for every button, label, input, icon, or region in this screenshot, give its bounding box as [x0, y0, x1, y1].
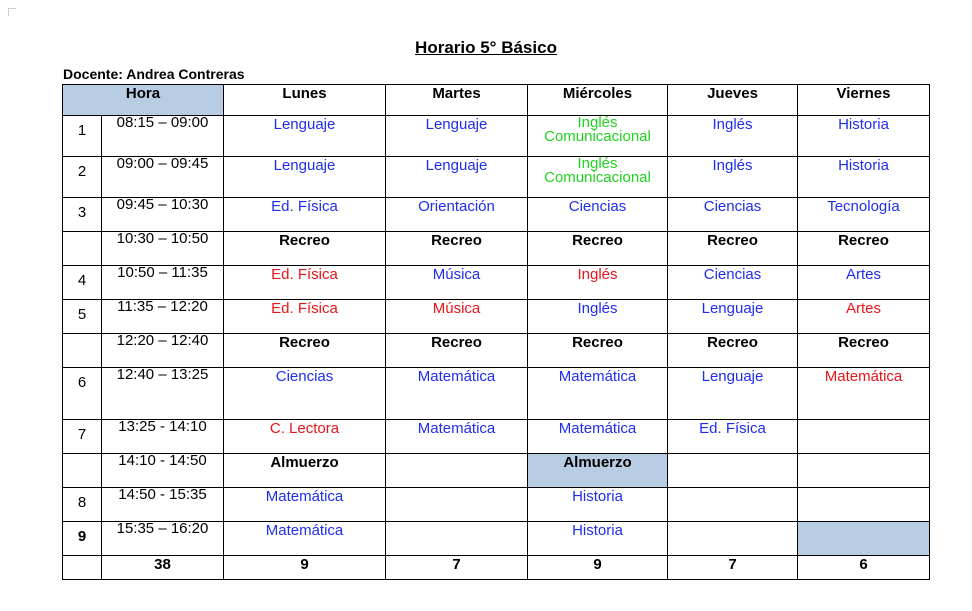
cell-jueves: Ciencias: [668, 266, 798, 300]
period-time: 12:40 – 13:25: [102, 368, 224, 420]
cell-martes: [386, 454, 528, 488]
cell-jueves: [668, 522, 798, 556]
cell-miercoles: Matemática: [528, 368, 668, 420]
cell-viernes: Tecnología: [798, 198, 930, 232]
period-time: 09:00 – 09:45: [102, 157, 224, 198]
cell-lunes: Matemática: [224, 488, 386, 522]
cell-lunes: Recreo: [224, 334, 386, 368]
teacher-label: Docente: Andrea Contreras: [63, 66, 245, 82]
period-number: 9: [63, 522, 102, 556]
cell-miercoles: Historia: [528, 488, 668, 522]
cell-miercoles: [528, 116, 668, 157]
cell-line: Inglés: [577, 115, 618, 131]
table-row: [63, 266, 930, 300]
period-time: 12:20 – 12:40: [102, 334, 224, 368]
period-number: 6: [63, 368, 102, 420]
period-number: 5: [63, 300, 102, 334]
cell-line: Inglés: [577, 156, 618, 172]
cell-lunes: Lenguaje: [224, 116, 386, 157]
period-time: 14:10 - 14:50: [102, 454, 224, 488]
cell-viernes: Recreo: [798, 334, 930, 368]
cell-jueves: [668, 488, 798, 522]
cell-lunes: Ed. Física: [224, 266, 386, 300]
cell-miercoles: Recreo: [528, 334, 668, 368]
total-miercoles: 9: [528, 556, 668, 580]
cell-martes: Recreo: [386, 334, 528, 368]
cell-lunes: C. Lectora: [224, 420, 386, 454]
cell-jueves: Lenguaje: [668, 368, 798, 420]
period-number: [63, 232, 102, 266]
total-viernes: 6: [798, 556, 930, 580]
cell-miercoles: Inglés: [528, 300, 668, 334]
period-time: 08:15 – 09:00: [102, 116, 224, 157]
period-number: 1: [63, 116, 102, 157]
cell-miercoles: Almuerzo: [528, 454, 668, 488]
table-row: [63, 300, 930, 334]
cell-miercoles: Matemática: [528, 420, 668, 454]
period-time: 09:45 – 10:30: [102, 198, 224, 232]
cell-lunes: Recreo: [224, 232, 386, 266]
table-row: [63, 488, 930, 522]
cell-jueves: Inglés: [668, 157, 798, 198]
cell-martes: Recreo: [386, 232, 528, 266]
cell-jueves: Lenguaje: [668, 300, 798, 334]
table-row: [63, 420, 930, 454]
total-martes: 7: [386, 556, 528, 580]
cell-jueves: Ed. Física: [668, 420, 798, 454]
cell-viernes: Recreo: [798, 232, 930, 266]
cell-lunes: Ed. Física: [224, 300, 386, 334]
cell-lunes: Ciencias: [224, 368, 386, 420]
schedule-table: [62, 84, 930, 580]
period-time: 13:25 - 14:10: [102, 420, 224, 454]
cell-martes: Matemática: [386, 368, 528, 420]
period-time: 14:50 - 15:35: [102, 488, 224, 522]
cell-martes: Lenguaje: [386, 116, 528, 157]
cell-lunes: Ed. Física: [224, 198, 386, 232]
header-martes: Martes: [386, 85, 528, 116]
totals-row: [63, 556, 930, 580]
period-time: 10:50 – 11:35: [102, 266, 224, 300]
cell-viernes: [798, 420, 930, 454]
table-row: [63, 522, 930, 556]
period-number: 8: [63, 488, 102, 522]
period-number: 3: [63, 198, 102, 232]
cell-jueves: Inglés: [668, 116, 798, 157]
cell-lunes: Lenguaje: [224, 157, 386, 198]
cell-martes: Lenguaje: [386, 157, 528, 198]
cell-miercoles: Ciencias: [528, 198, 668, 232]
header-viernes: Viernes: [798, 85, 930, 116]
cell-miercoles: [528, 157, 668, 198]
cell-viernes: Historia: [798, 157, 930, 198]
table-row: [63, 116, 930, 157]
table-row: [63, 157, 930, 198]
table-row: [63, 198, 930, 232]
cell-viernes: Historia: [798, 116, 930, 157]
header-hora: Hora: [63, 85, 224, 116]
cell-martes: Matemática: [386, 420, 528, 454]
cell-martes: [386, 522, 528, 556]
table-row: [63, 368, 930, 420]
cell-viernes: [798, 488, 930, 522]
period-number: 2: [63, 157, 102, 198]
cell-jueves: Recreo: [668, 232, 798, 266]
cell-martes: Música: [386, 300, 528, 334]
cell-viernes: [798, 522, 930, 556]
period-time: 15:35 – 16:20: [102, 522, 224, 556]
table-row: [63, 454, 930, 488]
cell-lunes: Almuerzo: [224, 454, 386, 488]
header-row: [63, 85, 930, 116]
cell-viernes: [798, 454, 930, 488]
header-miercoles: Miércoles: [528, 85, 668, 116]
cell-jueves: Recreo: [668, 334, 798, 368]
table-row: [63, 334, 930, 368]
cell-martes: Música: [386, 266, 528, 300]
cell-viernes: Matemática: [798, 368, 930, 420]
cell-viernes: Artes: [798, 300, 930, 334]
total-hours: 38: [102, 556, 224, 580]
totals-blank: [63, 556, 102, 580]
cell-miercoles: Historia: [528, 522, 668, 556]
cell-martes: Orientación: [386, 198, 528, 232]
period-number: [63, 454, 102, 488]
cell-miercoles: Inglés: [528, 266, 668, 300]
cell-miercoles: Recreo: [528, 232, 668, 266]
period-number: 7: [63, 420, 102, 454]
header-jueves: Jueves: [668, 85, 798, 116]
page-title: Horario 5° Básico: [415, 38, 557, 57]
cell-line: Comunicacional: [544, 128, 651, 145]
corner-mark: [8, 8, 16, 16]
total-jueves: 7: [668, 556, 798, 580]
period-time: 10:30 – 10:50: [102, 232, 224, 266]
period-number: [63, 334, 102, 368]
period-time: 11:35 – 12:20: [102, 300, 224, 334]
cell-line: Comunicacional: [544, 169, 651, 186]
cell-viernes: Artes: [798, 266, 930, 300]
total-lunes: 9: [224, 556, 386, 580]
cell-jueves: [668, 454, 798, 488]
table-row: [63, 232, 930, 266]
cell-lunes: Matemática: [224, 522, 386, 556]
cell-jueves: Ciencias: [668, 198, 798, 232]
period-number: 4: [63, 266, 102, 300]
cell-martes: [386, 488, 528, 522]
header-lunes: Lunes: [224, 85, 386, 116]
